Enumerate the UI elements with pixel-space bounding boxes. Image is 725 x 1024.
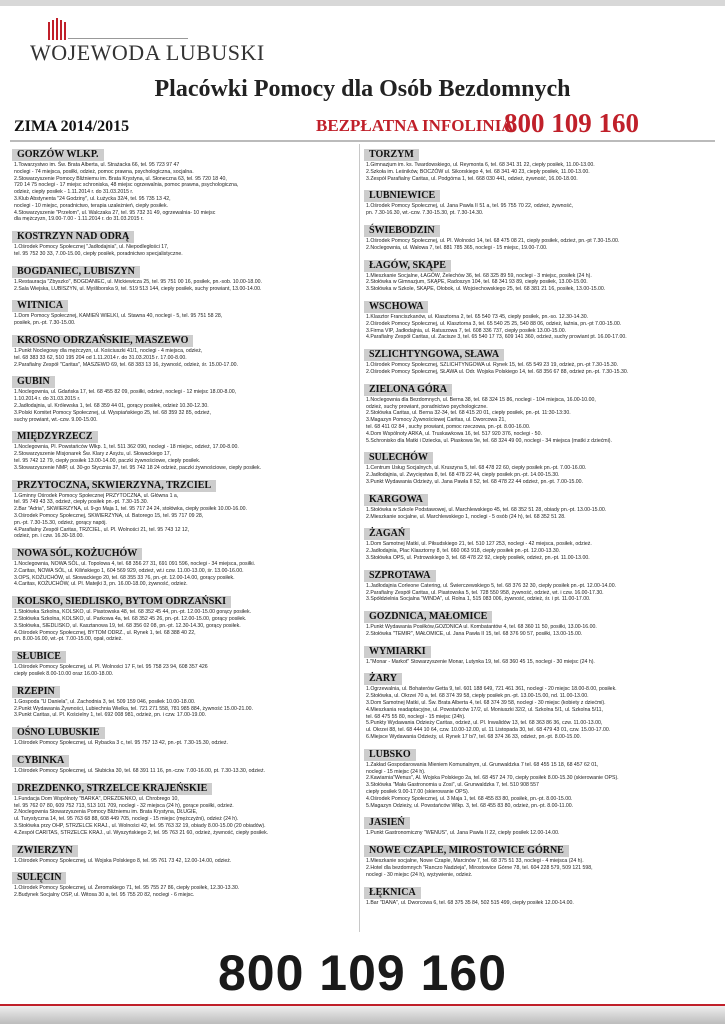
- city-section: [362, 255, 711, 293]
- facility-entry: 1."Monar - Markot" Stowarzyszenie Monar, Lutynka 19, tel. 68 360 45 15, noclegi - 30 miejsc (24 h).: [366, 658, 595, 665]
- logo-icon: [48, 18, 188, 40]
- facility-entry: 1.Stołówka Szkolna, KOLSKO, ul. Piastowska 48, tel. 68 352 45 44, pn.-pt. 12.00-15.00 gorący posiłek.: [14, 609, 252, 616]
- facility-entry: 1.Punkt Noclegowy dla mężczyzn, ul. Kościuszki 41/1, noclegi - 4 miejsca, odzież,: [14, 347, 203, 354]
- city-section: [10, 591, 359, 643]
- facility-entry: noclegi - 15 miejsc (24 h).: [366, 768, 426, 775]
- facility-entry: 3.Stołówka, SIEDLISKO, ul. Kasztanowa 19, tel. 68 356 02 08, pn.-pt. 12.30-14.30, gorący posiłek.: [14, 622, 241, 629]
- facility-entry: 2.Sala Wiejska, LUBISZYN, ul. Myśliborska 9, tel. 519 513 144, ciepły posiłek, suchy prowiant, 13.00-14.00.: [14, 285, 262, 292]
- facility-entry: 1.Ośrodek Pomocy Społecznej, ul. Wojska Polskiego 8, tel. 95 761 73 42, 12.00-14.00, odzież.: [14, 857, 232, 864]
- section-heading: LUBNIEWICE: [364, 190, 440, 202]
- facility-entry: 2.Jadłodajnia, ul. Królewska 1, tel. 68 359 44 01, gorący posiłek, odzież 10.30-12.30.: [14, 402, 209, 409]
- facility-entry: 2.Jadłodajnia, Plac Klasztorny 8, tel. 660 063 918, ciepły posiłek pn.-pt. 12.00-13.30.: [366, 548, 561, 555]
- facility-entry: 3.Stowarzyszenie NMP, ul. 30-go Stycznia 37, tel. 95 742 18 24 odzież, paczki żywnościowe, ciepły posiłek.: [14, 464, 262, 471]
- facility-entry: 4.Dom Wspólnoty ARKA, ul. Truskawkowa 16, tel. 517 920 376, noclegi - 50.: [366, 430, 542, 437]
- section-heading: NOWA SÓL, KOŻUCHÓW: [12, 548, 142, 560]
- facility-entry: tel. 68 411 02 84 , suchy prowiant, pomoc rzeczowa, pn.-pt. 8.00-16.00.: [366, 423, 531, 430]
- facility-entry: 2.Stołówka Caritas, ul. Berna 32-34, tel. 68 415 20 01, ciepły posiłek, pn.-pt. 11:30-13:30.: [366, 410, 571, 417]
- facility-entry: 720 14 75 noclegi - 17 miejsc schroniska, 48 miejsc ogrzewalnia, pomoc prawna, psychologiczna,: [14, 182, 239, 189]
- facility-entry: posiłek, pn.-pt. 7.30-15.00.: [14, 320, 76, 327]
- section-heading: BOGDANIEC, LUBISZYN: [12, 266, 140, 278]
- section-heading: ZWIERZYN: [12, 845, 78, 857]
- facility-entry: 2.Stowarzyszenie Misjonarek Św. Klary z Asyżu, ul. Słowackiego 17,: [14, 451, 172, 458]
- facility-entry: tel. 95 749 43 33, odzież, ciepły posiłek pn.-pt. 7.30-15.30.: [14, 499, 149, 506]
- footer-phone: 800 109 160: [217, 945, 508, 1001]
- facility-entry: 1.Gimnazjum im. ks. Twardowskiego, ul. Reymonta 6, tel. 68 341 31 22, ciepły posiłek, 11.00-13.00.: [366, 162, 595, 168]
- city-section: [10, 722, 359, 747]
- facility-entry: 1.Jadłodajnia Corleone Catering, ul. Świerczewskiego 5, tel. 68 376 32 30, ciepły posiłek pn.-pt. 12.00-14.00.: [366, 582, 617, 589]
- facility-entry: 2.Mieszkanie socjalne, ul. Marchlewskiego 1, noclegi - 5 osób (24 h), tel. 68 352 51 28.: [366, 513, 566, 520]
- facility-entry: 4.Stowarzyszenie "Przełom", ul. Walczaka 27, tel. 95 732 31 49, ogrzewalnia- 10 miejsc: [14, 209, 216, 216]
- facility-entry: 5.Magazyn Odzieży, ul. Powstańców Wlkp. 3, tel. 68 455 83 80, odzież, pn.-pt. 8.00-11.00.: [366, 802, 574, 809]
- city-section: [10, 840, 359, 865]
- section-heading: SULECHÓW: [364, 452, 433, 464]
- city-section: [362, 668, 711, 740]
- section-heading: OŚNO LUBUSKIE: [12, 727, 105, 739]
- city-section: [10, 867, 359, 899]
- facility-entry: 1.Dom Pomocy Społecznej, KAMIEŃ WIELKI, ul. Stawna 40, noclegi - 5, tel. 95 751 58 28,: [14, 313, 223, 320]
- facility-entry: 3.Stołówka w Szkole, SKĄPE, Ołobok, ul. Wojciechowskiego 25, tel. 68 381 21 16, posiłek, 13.00-15.00.: [366, 286, 606, 293]
- city-section: [362, 812, 711, 837]
- facility-entry: 1.Noclegownia, Pl. Powstańców Wlkp. 1, tel. 511 362 090, noclegi - 18 miejsc, odzież, 17.00-8.00.: [14, 444, 239, 451]
- facility-entry: 4.Ośrodek Pomocy Społecznej, BYTOM ODRZ., ul. Rynek 1, tel. 68 388 40 22,: [14, 629, 196, 636]
- facility-entry: 2.Stołówka w Gimnazjum, SKĄPE, Radoszyn 104, tel. 68 341 93 89, ciepły posiłek, 13.00-15.00.: [366, 279, 588, 286]
- facility-entry: noclegi - 10 miejsc, poradnictwo, terapia uzależnień, ciepły posiłek.: [14, 202, 168, 209]
- facility-entry: 4.Zespół CARITAS, STRZELCE KRAJ., ul. Wyszyńskiego 2, tel. 95 763 21 60, odzież, żywność, ciepły posiłek.: [14, 829, 269, 836]
- facility-entry: 5.Schronisko dla Matki i Dziecka, ul. Piaskowa 9e, tel. 68 324 49 00, noclegi - 34 miejsca (matki z dziećmi).: [366, 437, 612, 444]
- city-section: [362, 606, 711, 638]
- facility-entry: 1.Stołówka w Szkole Podstawowej, ul. Marchlewskiego 45, tel. 68 352 51 28, obiady pn.-pt. 13.00-15.00.: [366, 506, 607, 513]
- facility-entry: tel. 68 383 33 62, 510 195 204 od 1.11.2014 r. do 31.03.2015 r. 17.00-8.00.: [14, 354, 187, 361]
- facility-entry: 6.Miejsce Wydawania Odzieży, ul. Rynek 17 b/7, tel. 68 374 36 33, odzież, pn.-pt. 8.00-15.00.: [366, 734, 581, 741]
- facility-entry: 1.Centrum Usług Socjalnych, ul. Kruszyna 5, tel. 68 478 22 60, ciepły posiłek pn.-pt. 7.00-16.00.: [366, 465, 587, 472]
- section-heading: KOLSKO, SIEDLISKO, BYTOM ODRZAŃSKI: [12, 596, 231, 608]
- facility-entry: 1.Ośrodek Pomocy Społecznej, ul. Pl. Wolności 14, tel. 68 475 08 21, ciepły posiłek, odzież, pn.-pt 7.30-15.00.: [366, 237, 620, 244]
- facility-entry: 1.Ośrodek Pomocy Społecznej, ul. Słubicka 30, tel. 68 391 11 16, pn.-czw. 7.00-16.00, pt. 7.30-13.30, odzież.: [14, 768, 266, 775]
- city-section: [362, 447, 711, 485]
- facility-entry: tel. 68 475 55 80, noclegi - 15 miejsc (24h).: [366, 713, 466, 720]
- facility-entry: 4.Ośrodek Pomocy Społecznej, ul. 3 Maja 1, tel. 68 455 83 80, posiłek, pn.-pt. 8.00-15.00.: [366, 795, 573, 802]
- city-section: [10, 261, 359, 293]
- section-heading: ŁAGÓW, SKĄPE: [364, 260, 451, 272]
- facility-entry: 2.Noclegownia, ul. Wałowa 7, tel. 881 785 365, noclegi - 15 miejsc, 19.00-7.00.: [366, 244, 548, 251]
- left-column: [10, 144, 360, 932]
- infolinia-label: BEZPŁATNA INFOLINIA: [316, 116, 514, 135]
- city-section: [10, 646, 359, 678]
- facility-entry: 1.Ośrodek Pomocy Społecznej, ul. Jana Pawła II 51 a, tel. 95 755 70 22, odzież, żywność,: [366, 203, 574, 210]
- city-section: [362, 523, 711, 561]
- page-title: Placówki Pomocy dla Osób Bezdomnych: [154, 76, 571, 102]
- facility-entry: 2.Kawiarnia"Wenus", Al. Wojska Polskiego 2a, tel. 68 457 24 70, ciepły posiłek 8.00-15.30 (skierowanie OPS).: [366, 775, 619, 782]
- section-heading: LUBSKO: [364, 749, 416, 761]
- facility-entry: 3.Dom Samotnej Matki, ul. Św. Brata Alberta 4, tel. 68 374 39 58, noclegi - 30 miejsc (kobiety z dziećmi).: [366, 700, 606, 707]
- facility-entry: tel. 95 752 30 33, 7.00-15.00, ciepły posiłek, poradnictwo specjalistyczne.: [14, 250, 183, 257]
- section-heading: SŁUBICE: [12, 651, 66, 663]
- section-heading: NOWE CZAPLE, MIROSTOWICE GÓRNE: [364, 845, 569, 857]
- city-section: [362, 882, 711, 907]
- facility-entry: 1.Noclegownia, NOWA SÓL, ul. Topolowa 4, tel. 68 356 27 31, 691 091 596, noclegi - 34 miejsca, posiłki.: [14, 561, 256, 568]
- section-heading: GUBIN: [12, 376, 55, 388]
- facility-entry: 1.Ogrzewalnia, ul. Bohaterów Getta 9, tel. 601 188 649, 721 461 361, noclegi - 20 miejsc 18.00-8.00, posiłek.: [366, 686, 617, 693]
- section-heading: JASIEŃ: [364, 817, 410, 829]
- facility-entry: 1.Punkt Wydawania Posiłków,GOZDNICA ul. Kombatantów 4, tel. 68 360 11 50, posiłki, 13.00-16.00.: [366, 624, 597, 631]
- facility-entry: 1.Ośrodek Pomocy Społecznej "Jadłodajnia", ul. Niepodległości 17,: [14, 244, 169, 251]
- facility-entry: 2.Stołówka "TEMIR", MAŁOMICE, ul. Jana Pawła II 15, tel. 68 376 90 57, posiłki, 13.00-15.00.: [366, 630, 583, 637]
- facility-entry: 3.Klub Abstynenta "24 Godziny", ul. Łużycka 32/4, tel. 95 735 13 42,: [14, 195, 171, 202]
- org-name: WOJEWODA LUBUSKI: [30, 40, 265, 65]
- facility-entry: noclegi - 30 miejsc (24 h), wyżywienie, odzież.: [366, 871, 473, 878]
- facility-entry: pn. 8.00-16.00, wt.-pt. 7.00-15.00, opał, odzież.: [14, 636, 123, 643]
- section-heading: PRZYTOCZNA, SKWIERZYNA, TRZCIEL: [12, 480, 216, 492]
- facility-entry: 1.Dom Samotnej Matki, ul. Piłsudskiego 21, tel. 510 127 253, noclegi - 42 miejsca, posiłek, odzież.: [366, 541, 592, 548]
- facility-entry: noclegi - 74 miejsca, posiłki, odzież, pomoc prawna, psychologiczna, socjalna.: [14, 168, 194, 175]
- facility-entry: pn. 7.30-16.30, wt.-czw. 7.30-15.30, pt. 7.30-14.30.: [366, 210, 484, 217]
- facility-entry: 3.OPS, KOŻUCHÓW, ul. Słowackiego 20, tel. 68 355 33 76, pn.-pt. 12.00-14.00, gorący posiłek.: [14, 574, 235, 581]
- facility-entry: suchy prowiant, wt.-czw. 9.00-15.00.: [14, 416, 98, 423]
- section-heading: SZPROTAWA: [364, 570, 436, 582]
- city-section: [10, 426, 359, 471]
- facility-entry: 3.Zespół Parafialny Caritas, ul. Podgórna 1, tel. 668 030 441, odzież, żywność, 16.00-18.00.: [366, 175, 578, 182]
- facility-entry: 1.Zakład Gospodarowania Mieniem Komunalnym, ul. Grunwaldzka 7 tel. 68 455 15 18, 68 457 62 01,: [366, 761, 599, 768]
- facility-entry: odzież, pn. i czw. 16.30-18.00.: [14, 533, 84, 540]
- facility-entry: 2.Punkt Wydawania Żywności, Lubiechnia Wielka, tel. 721 271 558, 781 985 884, żywność 15.00-21.00.: [14, 705, 254, 712]
- season-label: ZIMA 2014/2015: [14, 118, 130, 135]
- section-heading: WITNICA: [12, 300, 68, 312]
- facility-entry: 2.Stołówka Szkolna, KOLSKO, ul. Parkowa 4a, tel. 68 352 45 26, pn.-pt. 12.00-15.00, gorący posiłek.: [14, 616, 247, 623]
- facility-entry: 5.Punkty Wydawania Odzieży Caritas, odzież, ul. Pl. Inwalidów 13, tel. 68 363 86 36, czw. 11.00-13.00,: [366, 720, 603, 727]
- section-heading: ŻAGAŃ: [364, 528, 410, 540]
- top-rule: [0, 0, 725, 6]
- facility-entry: ciepły posiłek 8.00-10.00 oraz 16.00-18.00.: [14, 671, 114, 678]
- section-heading: CYBINKA: [12, 755, 69, 767]
- facility-entry: 1.Bar "DANA", ul. Dworcowa 6, tel. 68 375 35 84, 502 515 499, ciepły posiłek 12.00-14.00.: [366, 899, 574, 906]
- infolinia-number: 800 109 160: [504, 108, 639, 138]
- facility-entry: 1.10.2014 r. do 31.03.2015 r.: [14, 396, 81, 403]
- facility-entry: 2.Parafialny Zespół "Caritas", MASZEWO 69, tel. 68 383 13 16, żywność, odzież, śr. 15.00-17.00.: [14, 361, 238, 368]
- facility-entry: 2.Parafialny Zespół Caritas, ul. Piastowska 5, tel. 728 550 958, żywność, odzież, wt. i czw. 16.00-17.30.: [366, 589, 604, 596]
- facility-entry: 2.Noclegownia Stowarzyszenia Pomocy Bliźniemu im. Brata Krystyna, DŁUGIE,: [14, 809, 198, 816]
- section-heading: ŻARY: [364, 673, 402, 685]
- city-section: [362, 296, 711, 341]
- facility-entry: 1.Ośrodek Pomocy Społecznej, ul. Rybacka 3 c, tel. 95 757 13 42, pn.-pt. 7.30-15.30, odzież.: [14, 740, 228, 747]
- city-section: [10, 330, 359, 368]
- facility-entry: 3.Firma VIP, Jadłodajnia, ul. Ratuszowa 7, tel. 608 336 737, ciepły posiłek 13.00-15.00.: [366, 327, 567, 334]
- divider: [10, 140, 715, 142]
- section-heading: DREZDENKO, STRZELCE KRAJEŃSKIE: [12, 783, 212, 795]
- facility-entry: 1.Restauracja "Zbyszko", BOGDANIEC, ul. Mickiewicza 25, tel. 95 751 00 16, posiłek, pn.-sob. 10.00-18.00.: [14, 278, 262, 285]
- section-heading: KARGOWA: [364, 494, 428, 506]
- facility-entry: ciepły posiłek 9.00-17.00 (skierowanie OPS).: [366, 789, 470, 796]
- city-section: [362, 565, 711, 603]
- city-section: [10, 144, 359, 223]
- section-heading: TORZYM: [364, 149, 419, 161]
- section-heading: KOSTRZYN NAD ODRĄ: [12, 231, 134, 243]
- facility-entry: 3.Punkt Caritas, ul. Pl. Kościelny 1, tel. 692 008 981, odzież, pn. i czw. 17.00-19.00.: [14, 712, 207, 719]
- facility-entry: 3.Stołówka OPS, ul. Pstrowskiego 3, tel. 68 478 22 92, ciepły posiłek, odzież, pn.-pt. 11.00-13.00.: [366, 554, 590, 561]
- right-column: [362, 144, 711, 932]
- section-heading: ŁĘKNICA: [364, 887, 421, 899]
- facility-entry: 1.Punkt Gastronomiczny "WENUS", ul. Jana Pawła II 22, ciepły posiłek 12.00-14.00.: [366, 830, 560, 837]
- facility-entry: 3.Stołówka przy OHP, STRZELCE KRAJ., ul. Wolności 42, tel. 95 763 32 19, obiady 8.00-15.00 (20 obiadów).: [14, 823, 266, 830]
- facility-entry: 1.Gminny Ośrodek Pomocy Społecznej PRZYTOCZNA, ul. Główna 1 a,: [14, 492, 179, 499]
- facility-entry: 3.Ośrodek Pomocy Społecznej, SKWIERZYNA, ul. Batorego 15, tel. 95 717 09 28,: [14, 512, 204, 519]
- facility-entry: 1.Ośrodek Pomocy Społecznej, SZLICHTYNGOWA ul. Rynek 15, tel. 65 549 23 19, odzież, pn.-pt 7.30-15.30.: [366, 362, 619, 369]
- facility-entry: 2.Caritas, NOWA SÓL, ul. Kilińskiego 1, 604 569 929, odzież, wt.i czw. 11.00-13.00, śr. 13.00-16.00.: [14, 567, 244, 574]
- facility-entry: ul. Turystyczna 14, tel. 95 763 68 88, 608 449 705, noclegi - 15 miejsc (mężczyźni), odzież (24 h).: [14, 816, 239, 823]
- city-section: [10, 226, 359, 258]
- city-section: [10, 543, 359, 588]
- city-section: [10, 778, 359, 837]
- city-section: [362, 344, 711, 376]
- city-section: [362, 641, 711, 666]
- facility-entry: 1.Noclegownia, ul. Gdańska 17, tel. 68 455 82 09, posiłki, odzież, noclegi - 12 miejsc 18.00-8.00,: [14, 389, 237, 396]
- facility-entry: odzież, ciepły posiłek - 1.11.2014 r. do 31.03.2015 r.: [14, 189, 134, 196]
- city-section: [362, 220, 711, 252]
- section-heading: KROSNO ODRZAŃSKIE, MASZEWO: [12, 335, 193, 347]
- section-heading: ŚWIEBODZIN: [364, 225, 440, 237]
- facility-entry: 2.Stołówka, ul. Okrzei 70 a, tel. 68 374 39 58, ciepły posiłek pn.-pt. 13.00-15.00, nd. 11.00-13.00.: [366, 693, 589, 700]
- facility-entry: 2.Stowarzyszenie Pomocy Bliźniemu im. Brata Krystyna, ul. Słoneczna 63, tel. 95 720 18 40,: [14, 175, 227, 182]
- section-heading: SULĘCIN: [12, 872, 66, 884]
- facility-entry: pn.-pt. 7.30-15.30, odzież, gorący napój.: [14, 519, 107, 526]
- facility-entry: 1.Towarzystwo im. Św. Brata Alberta, ul. Strażacka 66, tel. 95 723 97 47: [14, 162, 180, 168]
- facility-entry: 4.Caritas, KOŻUCHÓW, ul. Pl. Matejki 3, pn. 16.00-18.00, żywność, odzież.: [14, 581, 188, 588]
- city-section: [362, 185, 711, 217]
- city-section: [10, 750, 359, 775]
- city-section: [362, 744, 711, 810]
- facility-entry: 4.Parafialny Zespół Caritas, TRZCIEL, ul. Pl. Wolności 21, tel. 95 743 12 12,: [14, 526, 190, 533]
- city-section: [362, 144, 711, 182]
- facility-entry: 4.Parafialny Zespół Caritas, ul. Zacisze 3, tel. 65 540 17 73, 609 141 360, odzież, suchy prowiant pt. 16.00-17.00.: [366, 334, 627, 341]
- city-section: [10, 295, 359, 327]
- city-section: [362, 379, 711, 445]
- facility-entry: 3.Polski Komitet Pomocy Społecznej, ul. Wyspiańskiego 25, tel. 68 359 32 85, odzież,: [14, 409, 211, 416]
- city-section: [10, 681, 359, 719]
- section-heading: SZLICHTYNGOWA, SŁAWA: [364, 349, 504, 361]
- facility-entry: 1.Fundacja Dom Wspólnoty "BARKA", DREZDENKO, ul. Chrobrego 10,: [14, 795, 179, 802]
- facility-entry: 2.Bar "Adria", SKWIERZYNA, ul. 9-go Maja 1, tel. 95 717 24 24, stołówka, ciepły posiłek 10.00-16.00.: [14, 506, 247, 513]
- section-heading: MIĘDZYRZECZ: [12, 431, 98, 443]
- facility-entry: 1.Gospoda "U Daniela", ul. Zachodnia 3, tel. 509 159 046, posiłek 10.00-18.00.: [14, 698, 196, 705]
- facility-entry: odzież, suchy prowiant, poradnictwo psychologiczne.: [366, 403, 488, 410]
- facility-entry: 2.Jadłodajnia, ul. Zwycięstwa 8, tel. 68 478 22 44, ciepły posiłek pn.-pt. 14.00-15.30.: [366, 472, 560, 479]
- facility-entry: 1.Klasztor Franciszkanów, ul. Klasztorna 2, tel. 65 540 73 45, ciepły posiłek, pn.-so. 12.30-14.30.: [366, 313, 589, 320]
- facility-entry: dla mężczyzn, 19.00-7.00 - 1.11.2014 r. do 31.03.2015 r.: [14, 216, 144, 223]
- footer-bar: [0, 1006, 725, 1024]
- city-section: [10, 475, 359, 541]
- facility-entry: 1.Mieszkanie Socjalne, ŁAGÓW, Żelechów 36, tel. 68 325 89 59, noclegi - 3 miejsc, posiłek (24 h).: [366, 272, 592, 279]
- city-section: [362, 840, 711, 878]
- section-heading: ZIELONA GÓRA: [364, 384, 452, 396]
- section-heading: WYMIARKI: [364, 646, 431, 658]
- facility-entry: 2.Budynek Socjalny OSP, ul. Witosa 30 a, tel. 95 755 20 82, noclegi - 6 miejsc.: [14, 892, 195, 899]
- facility-entry: ul. Okrzei 88, tel. 68 444 10 64, czw. 10.00-12.00, ul. 11 Listopada 30, tel. 68 479 43 01, czw. 15.00-17.00.: [366, 727, 611, 734]
- facility-entry: 3.Magazyn Pomocy Żywnościowej Caritas, ul. Dworcowa 21,: [366, 417, 506, 424]
- facility-entry: 2.Hotel dla bezdomnych "Ranczo Nadzieja", Mirostowice Górne 78, tel. 604 228 579, 509 121 598,: [366, 865, 593, 872]
- facility-entry: 2.Szkoła im. Leśników, BOCZÓW ul. Sikorskiego 4, tel. 68 341 40 23, ciepły posiłek, 11.00-13.00.: [366, 168, 590, 175]
- facility-entry: 3.Punkt Wydawania Odzieży, ul. Jana Pawła II 52, tel. 68 478 22 44 odzież, pn.-pt. 7.00-15.00.: [366, 478, 583, 485]
- section-heading: GOZDNICA, MAŁOMICE: [364, 611, 492, 623]
- facility-entry: 3.Spółdzielnia Socjalna "WINDA", ul. Rolna 1, 515 083 006, żywność, odzież, śr. i pt. 11.00-17.00.: [366, 596, 591, 603]
- section-heading: RZEPIN: [12, 686, 60, 698]
- facility-entry: 2.Ośrodek Pomocy Społecznej, SŁAWA ul. Odr. Wojska Polskiego 14, tel. 68 356 67 88, odzież pn.-pt. 7.30-15.30.: [366, 368, 629, 375]
- section-heading: WSCHOWA: [364, 301, 428, 313]
- facility-entry: 1.Ośrodek Pomocy Społecznej, ul. Pl. Wolności 17 F, tel. 95 758 23 94, 608 357 426: [14, 664, 208, 671]
- facility-entry: 1.Ośrodek Pomocy Społecznej, ul. Żeromskiego 71, tel. 95 755 27 86, ciepły posiłek, 12.30-13.30.: [14, 885, 240, 892]
- facility-entry: 3.Stołówka "Mała Gastronomia u Zosi", ul. Grunwaldzka 7, tel. 510 908 557: [366, 782, 539, 789]
- section-heading: GORZÓW WLKP.: [12, 149, 104, 161]
- city-section: [362, 489, 711, 521]
- facility-entry: tel. 95 762 07 80, 609 752 713, 513 101 709, noclegi - 32 miejsca (24 h), gorące posiłki, odzież.: [14, 802, 234, 809]
- facility-entry: 1.Noclegownia dla Bezdomnych, ul. Berna 38, tel. 68 324 15 86, noclegi - 104 miejsca, 16.00-10.00,: [366, 396, 596, 403]
- city-section: [10, 371, 359, 423]
- facility-entry: tel. 95 742 12 79, ciepły posiłek 13.00-14.00, paczki żywnościowe, ciepły posiłek.: [14, 457, 201, 464]
- facility-entry: 2.Ośrodek Pomocy Społecznej, ul. Klasztorna 3, tel. 65 540 25 25, 540 88 06, odzież, łaźnia, pn.-pt 7.00-15.00.: [366, 320, 622, 327]
- facility-entry: 1.Mieszkanie socjalne, Nowe Czaple, Marcinów 7, tel. 68 375 51 33, noclegi - 4 miejsca (24 h).: [366, 858, 584, 865]
- facility-entry: 4.Mieszkania readaptacyjne, ul. Powstańców 17/2, ul. Moniuszki 32/2, ul. Szkolna 5/1, ul. Szkolna 5/11,: [366, 706, 603, 713]
